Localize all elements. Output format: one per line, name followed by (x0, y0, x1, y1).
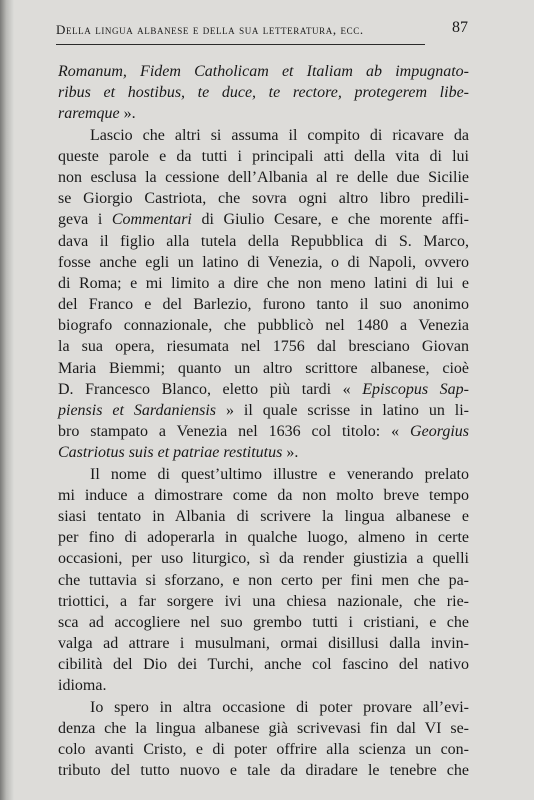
text-line (58, 209, 469, 230)
text-line (58, 464, 469, 485)
text-segment: geva i (58, 211, 112, 229)
text-line (58, 400, 469, 421)
text-segment: se Giorgio Castriota, che sovra ogni altro libro predili- (58, 190, 469, 208)
text-segment: idioma. (58, 677, 107, 695)
text-line (58, 273, 469, 294)
page-gutter-shadow (0, 0, 14, 800)
text-segment: occasioni, per uso liturgico, sì da render giustizia a quelli (58, 550, 469, 568)
text-segment: del Franco e del Barlezio, furono tanto il suo anonimo (58, 296, 469, 314)
text-segment: mi induce a dimostrare come da non molto breve tempo (58, 486, 469, 504)
text-line (58, 315, 469, 336)
text-segment: fosse anche egli un latino di Venezia, o di Napoli, ovvero (58, 253, 469, 271)
italic-text: Castriotus suis et patriae restitutus (58, 444, 283, 462)
italic-text: Georgius (410, 423, 469, 441)
text-line (58, 336, 469, 357)
text-line (58, 612, 469, 633)
text-segment: di Roma; e mi limito a dire che non meno latini di lui e (58, 274, 469, 292)
text-segment: per fino di adoperarla in qualche luogo, almeno in certe (58, 529, 469, 547)
text-segment: bro stampato a Venezia nel 1636 col titolo: « (58, 423, 411, 441)
text-line (58, 188, 469, 209)
text-segment: siasi tentato in Albania di scrivere la lingua albanese e (58, 507, 469, 525)
text-segment: tributo del tutto nuovo e tale da diradare le tenebre che (58, 762, 469, 780)
text-line (58, 294, 469, 315)
text-segment: colo avanti Cristo, e di poter offrire alla scienza un con- (58, 741, 469, 758)
text-line (58, 82, 469, 103)
italic-text: piensis et Sardaniensis (58, 402, 216, 419)
text-segment: ». (119, 105, 136, 123)
text-line (58, 506, 469, 527)
text-line (58, 654, 469, 675)
text-line (58, 591, 469, 612)
text-line (58, 103, 469, 124)
text-line (58, 739, 469, 760)
italic-text: Commentari (111, 211, 192, 229)
text-line (58, 125, 469, 146)
text-line (58, 633, 469, 654)
text-line (58, 167, 469, 188)
running-title: Della lingua albanese e della sua letteratura, ecc. (56, 22, 364, 37)
text-segment: queste parole e da tutti i principali atti della vita di lui (58, 147, 469, 165)
text-line (58, 231, 469, 252)
text-line (58, 527, 469, 548)
text-segment: triottici, a far sorgere ivi una chiesa nazionale, che rie- (58, 592, 469, 610)
text-line (58, 442, 469, 463)
text-line (58, 379, 469, 400)
text-segment: Io spero in altra occasione di poter provare all’evi- (90, 698, 469, 716)
text-segment: dava il figlio alla tutela della Repubblica di S. Marco, (58, 232, 469, 250)
text-segment: sca ad accogliere nel suo grembo tutti i cristiani, e che (58, 613, 469, 631)
running-header (56, 18, 468, 42)
text-segment: ». (282, 444, 299, 462)
text-line (58, 358, 469, 379)
body-text (58, 61, 469, 781)
text-line (58, 421, 469, 442)
italic-text: raremque (58, 105, 120, 123)
text-segment: » il quale scrisse in latino un li- (216, 402, 469, 419)
italic-text: Episcopus Sap- (362, 380, 469, 398)
text-line (58, 760, 469, 781)
text-segment: denza che la lingua albanese già scrivevasi fin dal VI se- (58, 719, 469, 737)
text-line (58, 252, 469, 273)
text-line (58, 146, 469, 167)
text-line (58, 61, 469, 82)
text-segment: di Giulio Cesare, e che morente affi- (191, 211, 469, 229)
text-line (58, 718, 469, 739)
text-segment: D. Francesco Blanco, eletto più tardi « (58, 380, 363, 398)
text-segment: non esclusa la cessione dell’Albania al re delle due Sicilie (58, 168, 469, 186)
page-number: 87 (452, 19, 468, 36)
text-segment: Lascio che altri si assuma il compito di ricavare da (90, 126, 469, 144)
text-segment: che tuttavia si sforzano, e non certo per fini men che pa- (58, 571, 469, 589)
header-rule (56, 44, 425, 45)
text-line (58, 485, 469, 506)
text-segment: la sua opera, riesumata nel 1756 dal bresciano Giovan (58, 338, 469, 356)
text-segment: biografo connazionale, che pubblicò nel 1480 a Venezia (58, 317, 469, 335)
italic-text: ribus et hostibus, te duce, te rectore, protegerem libe- (58, 84, 469, 102)
text-line (58, 548, 469, 569)
italic-text: Romanum, Fidem Catholicam et Italiam ab impugnato- (58, 63, 469, 80)
text-segment: valga ad attrare i musulmani, ormai disillusi dalla invin- (58, 635, 469, 653)
text-segment: Il nome di quest’ultimo illustre e venerando prelato (90, 465, 469, 483)
text-line (58, 675, 469, 696)
text-line (58, 697, 469, 718)
text-segment: cibilità del Dio dei Turchi, anche col fascino del nativo (58, 656, 469, 674)
text-line (58, 570, 469, 591)
text-segment: Maria Biemmi; quanto un altro scrittore albanese, cioè (58, 359, 469, 377)
